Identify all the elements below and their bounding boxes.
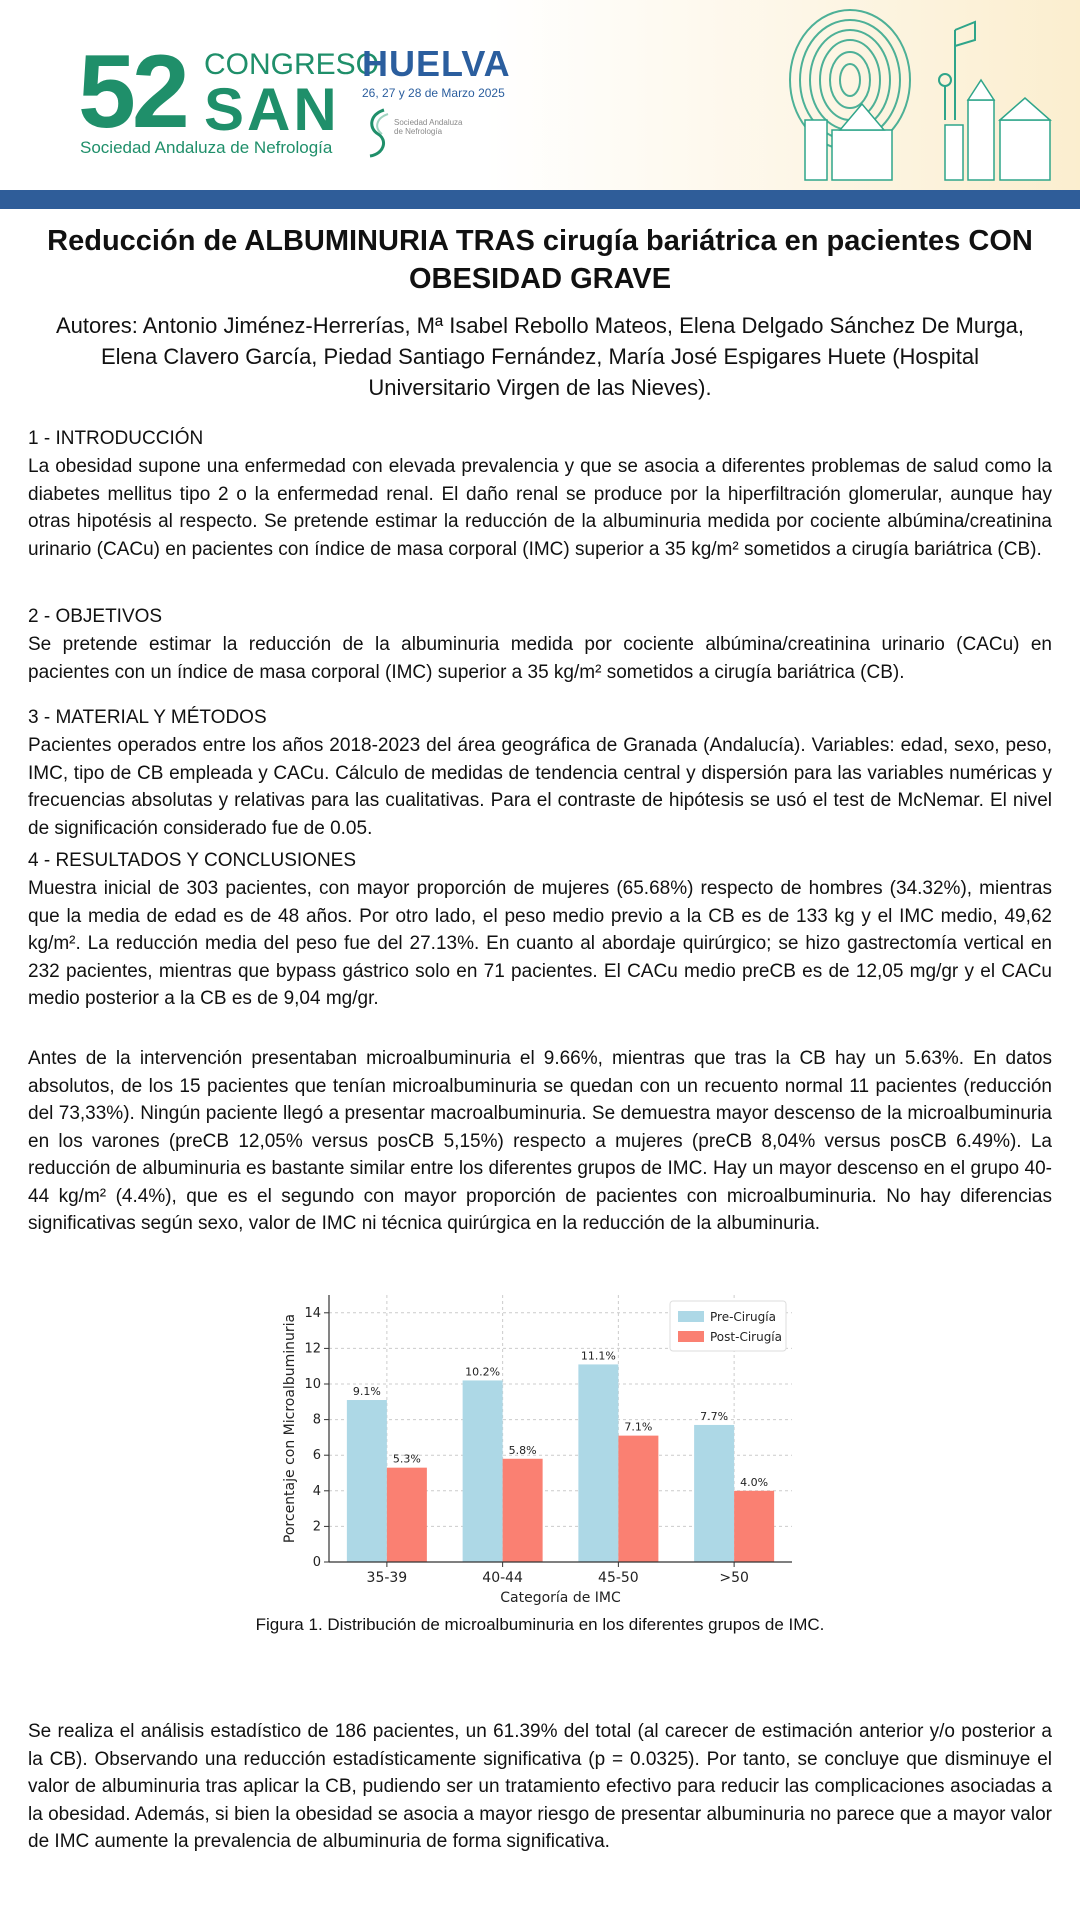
legend-label: Post-Cirugía bbox=[710, 1330, 782, 1344]
bar-data-label: 4.0% bbox=[740, 1475, 769, 1489]
bar-post bbox=[387, 1468, 427, 1562]
results-paragraph-1: Muestra inicial de 303 pacientes, con mayor proporción de mujeres (65.68%) respecto de hombres (34.32%), mientras que la media de edad es de 48 años. Por otro lado, el peso medio previo a la CB es de 133 kg y el IMC medio, 49,62 kg/m². La reducción media del peso fue del 27.13%. En cuanto al abordaje quirúrgico; se hizo gastrectomía vertical en 232 pacientes, mientras que bypass gástrico solo en 71 pacientes. El CACu medio preCB es de 12,05 mg/gr y el CACu medio posterior a la CB es de 9,04 mg/gr. bbox=[28, 878, 1052, 1009]
x-tick-label: 35-39 bbox=[366, 1570, 408, 1586]
x-axis-label: Categoría de IMC bbox=[500, 1590, 621, 1606]
y-tick-label: 8 bbox=[312, 1412, 321, 1428]
microalbuminuria-bar-chart bbox=[280, 1285, 800, 1610]
legend-label: Pre-Cirugía bbox=[710, 1310, 776, 1324]
bar-data-label: 5.8% bbox=[508, 1443, 537, 1457]
bar-pre bbox=[694, 1425, 734, 1562]
y-tick-label: 2 bbox=[312, 1519, 321, 1535]
bar-data-label: 11.1% bbox=[580, 1349, 616, 1363]
section-conclusiones bbox=[28, 1718, 1052, 1856]
results-paragraph-2: Antes de la intervención presentaban microalbuminuria el 9.66%, mientras que tras la CB hay un 5.63%. En datos absolutos, de los 15 pacientes que tenían microalbuminuria se quedan con un recuento normal 11 pacientes (reducción del 73,33%). Ningún paciente llegó a presentar macroalbuminuria. Se demuestra mayor descenso de la microalbuminuria en los varones (preCB 12,05% versus posCB 5,15%) respecto a mujeres (preCB 8,04% versus posCB 6.49%). La reducción de albuminuria es bastante similar entre los diferentes grupos de IMC. Hay un mayor descenso en el grupo 40-44 kg/m² (4.4%), que es el segundo con mayor proporción de pacientes con microalbuminuria. No hay diferencias significativas según sexo, valor de IMC ni técnica quirúrgica en la reducción de la albuminuria. bbox=[28, 1048, 1052, 1234]
society-name: Sociedad Andaluza de Nefrología bbox=[80, 138, 333, 157]
section-heading: 1 - INTRODUCCIÓN bbox=[28, 428, 204, 449]
bar-post bbox=[618, 1436, 658, 1562]
section-objetivos bbox=[28, 603, 1052, 686]
section-text: Se pretende estimar la reducción de la albuminuria medida por cociente albúmina/creatinina urinario (CACu) en pacientes con un índice de masa corporal (IMC) superior a 35 kg/m² sometidos a cirugía bariátrica (CB). bbox=[28, 634, 1052, 683]
section-heading: 3 - MATERIAL Y MÉTODOS bbox=[28, 707, 267, 728]
y-tick-label: 0 bbox=[312, 1555, 321, 1570]
bar-data-label: 7.1% bbox=[624, 1420, 653, 1434]
x-tick-label: 45-50 bbox=[598, 1570, 639, 1586]
section-resultados bbox=[28, 847, 1052, 1013]
bar-data-label: 10.2% bbox=[465, 1365, 501, 1379]
y-tick-label: 6 bbox=[312, 1448, 321, 1464]
huelva-skyline-illustration bbox=[700, 0, 1080, 190]
y-tick-label: 10 bbox=[304, 1377, 321, 1392]
results-paragraph-3: Se realiza el análisis estadístico de 186 pacientes, un 61.39% del total (al carecer de estimación anterior y/o posterior a la CB). Observando una reducción estadísticamente significativa (p = 0.0325). Por tanto, se concluye que disminuye el valor de albuminuria tras aplicar la CB, pudiendo ser un tratamiento efectivo para reducir las complicaciones asociadas a la obesidad. Además, si bien la obesidad se asocia a mayor riesgo de presentar albuminuria no parece que a mayor valor de IMC aumente la prevalencia de albuminuria de forma significativa. bbox=[28, 1721, 1052, 1852]
congress-header bbox=[0, 0, 1080, 190]
congress-dates: 26, 27 y 28 de Marzo 2025 bbox=[362, 86, 505, 100]
section-heading: 4 - RESULTADOS Y CONCLUSIONES bbox=[28, 850, 357, 871]
figure-caption: Figura 1. Distribución de microalbuminuria en los diferentes grupos de IMC. bbox=[255, 1615, 825, 1634]
bar-post bbox=[503, 1459, 543, 1562]
bar-pre bbox=[347, 1400, 387, 1562]
bar-pre bbox=[578, 1364, 618, 1562]
section-text: La obesidad supone una enfermedad con elevada prevalencia y que se asocia a diferentes problemas de salud como la diabetes mellitus tipo 2 o la enfermedad renal. El daño renal se produce por la hiperfiltración glomerular, aunque hay otras hipotésis al respecto. Se pretende estimar la reducción de la albuminuria medida por cociente albúmina/creatinina urinario (CACu) en pacientes con índice de masa corporal (IMC) superior a 35 kg/m² sometidos a cirugía bariátrica (CB). bbox=[28, 456, 1052, 560]
congress-label: CONGRESO bbox=[204, 48, 380, 81]
san-logo bbox=[364, 106, 514, 162]
bar-pre bbox=[463, 1380, 503, 1562]
x-tick-label: 40-44 bbox=[482, 1570, 523, 1586]
section-resultados-cont bbox=[28, 1045, 1052, 1238]
legend-swatch bbox=[678, 1331, 704, 1342]
header-divider-bar bbox=[0, 190, 1080, 209]
x-tick-label: >50 bbox=[719, 1570, 749, 1586]
bar-post bbox=[734, 1491, 774, 1562]
bar-data-label: 5.3% bbox=[392, 1452, 421, 1466]
bar-data-label: 7.7% bbox=[700, 1409, 729, 1423]
section-introduccion bbox=[28, 425, 1052, 563]
congress-number: 52 bbox=[78, 34, 186, 150]
authors: Autores: Antonio Jiménez-Herrerías, Mª Isabel Rebollo Mateos, Elena Delgado Sánchez De Murga, Elena Clavero García, Piedad Santiago Fernández, María José Espigares Huete (Hospital Universitario Virgen de las Nieves). bbox=[55, 313, 1025, 400]
congress-acronym: SAN bbox=[204, 76, 340, 143]
section-heading: 2 - OBJETIVOS bbox=[28, 606, 163, 627]
y-tick-label: 14 bbox=[304, 1305, 321, 1321]
congress-city: HUELVA bbox=[362, 43, 511, 84]
section-metodos bbox=[28, 704, 1052, 842]
san-logo-text: Sociedad Andaluza de Nefrología bbox=[394, 118, 463, 136]
y-tick-label: 12 bbox=[304, 1341, 321, 1357]
legend-swatch bbox=[678, 1311, 704, 1322]
y-tick-label: 4 bbox=[312, 1483, 321, 1499]
bar-data-label: 9.1% bbox=[352, 1385, 381, 1399]
section-text: Pacientes operados entre los años 2018-2023 del área geográfica de Granada (Andalucía). Variables: edad, sexo, peso, IMC, tipo de CB empleada y CACu. Cálculo de medidas de tendencia central y dispersión para las variables numéricas y frecuencias absolutas y relativas para las cualitativas. Para el contraste de hipótesis se usó el test de McNemar. El nivel de significación considerado fue de 0.05. bbox=[28, 735, 1052, 839]
poster-title: Reducción de ALBUMINURIA TRAS cirugía bariátrica en pacientes CON OBESIDAD GRAVE bbox=[47, 225, 1033, 295]
y-axis-label: Porcentaje con Microalbuminuria bbox=[282, 1313, 298, 1544]
